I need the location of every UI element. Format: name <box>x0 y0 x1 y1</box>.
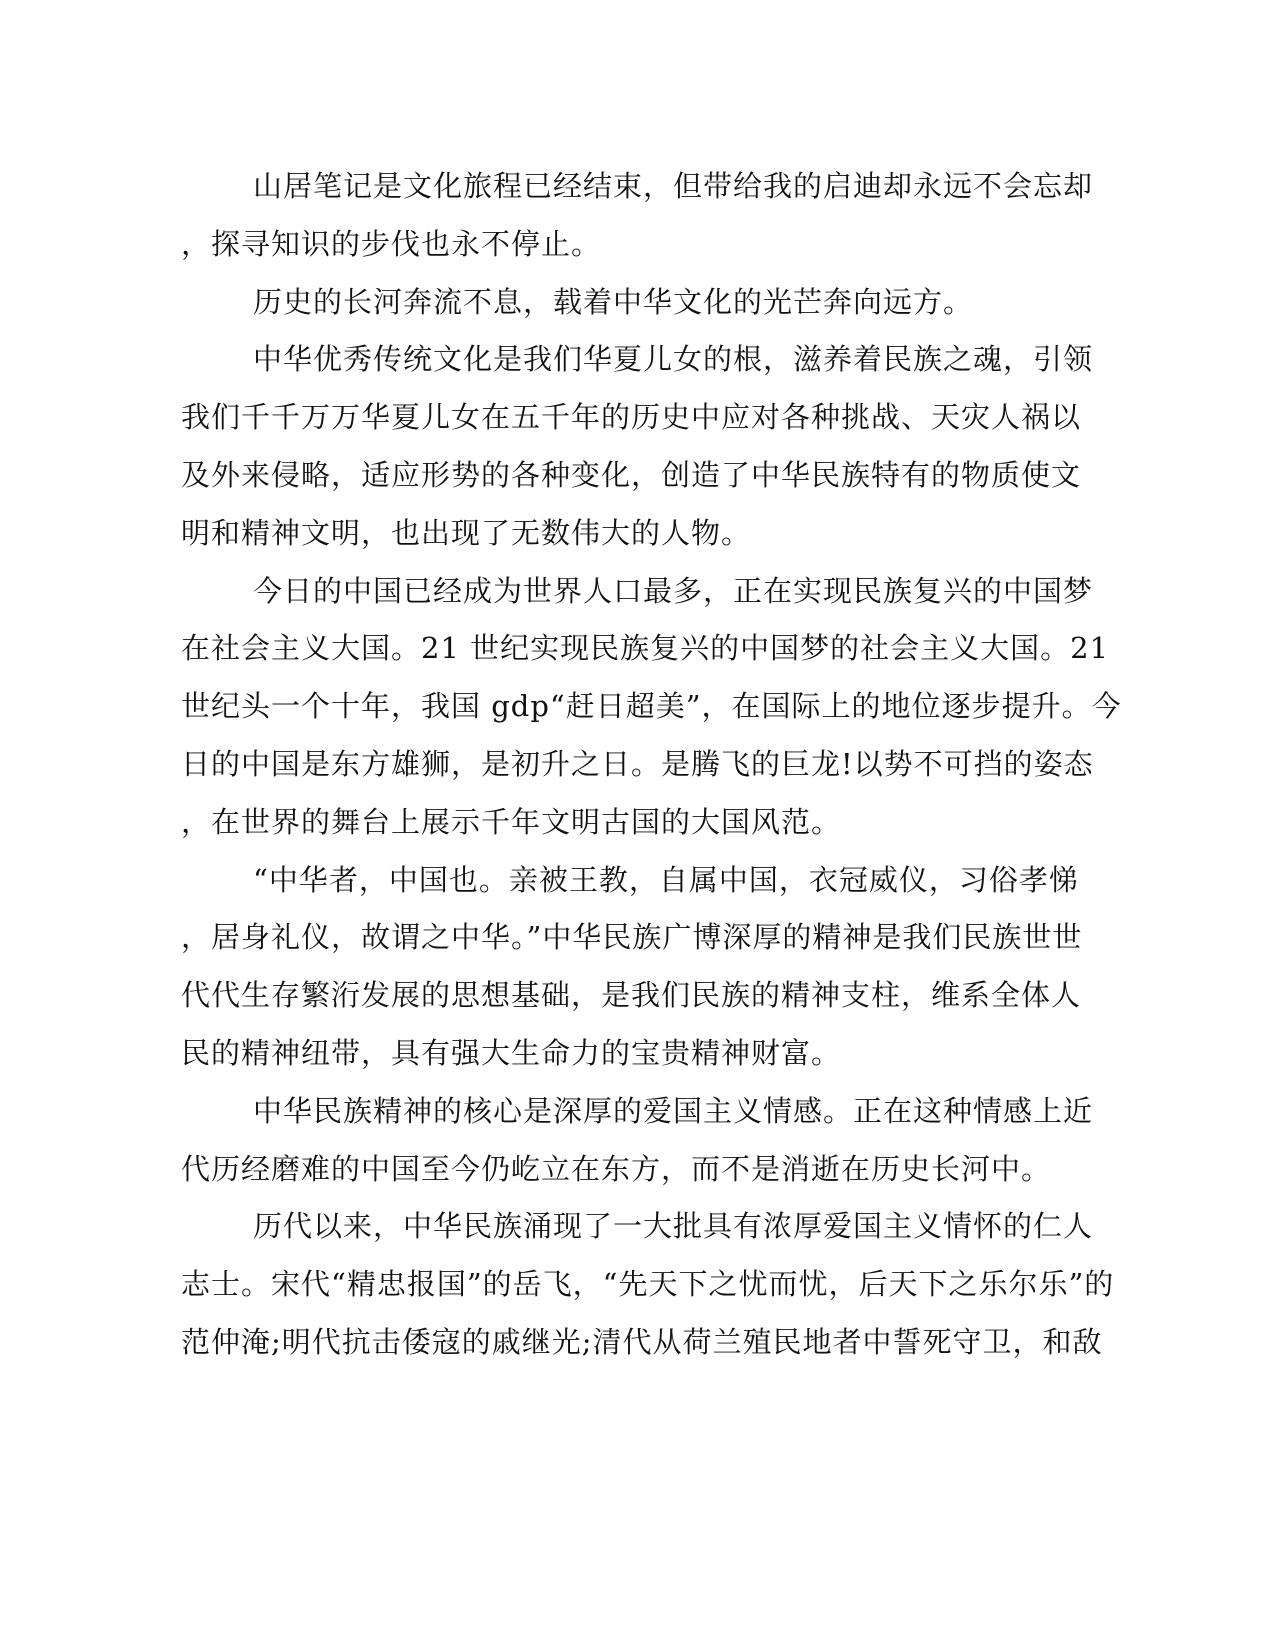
text-line: “中华者，中国也。亲被王教，自属中国，衣冠威仪，习俗孝悌 <box>253 862 1079 897</box>
text-line: 范仲淹;明代抗击倭寇的戚继光;清代从荷兰殖民地者中誓死守卫，和敌 <box>181 1324 1103 1359</box>
text-line: 及外来侵略，适应形势的各种变化，创造了中华民族特有的物质使文 <box>181 457 1082 492</box>
text-line: 中华民族精神的核心是深厚的爱国主义情感。正在这种情感上近 <box>253 1093 1094 1128</box>
text-line: 代代生存繁洐发展的思想基础，是我们民族的精神支柱，维系全体人 <box>181 978 1082 1013</box>
text-line: 中华优秀传统文化是我们华夏儿女的根，滋养着民族之魂，引领 <box>253 342 1094 377</box>
text-line: ，探寻知识的步伐也永不停止。 <box>181 226 602 261</box>
document-body <box>181 158 1122 1372</box>
text-line: 山居笔记是文化旅程已经结束，但带给我的启迪却永远不会忘却 <box>253 169 1094 203</box>
text-line: 志士。宋代“精忠报国”的岳飞，“先天下之忧而忧，后天下之乐尔乐”的 <box>181 1267 1115 1302</box>
text-line: 世纪头一个十年，我国 gdp“赶日超美”，在国际上的地位逐步提升。今 <box>181 689 1122 724</box>
text-line: 在社会主义大国。21 世纪实现民族复兴的中国梦的社会主义大国。21 <box>181 631 1110 666</box>
text-line: 民的精神纽带，具有强大生命力的宝贵精神财富。 <box>181 1035 842 1070</box>
text-line: ，居身礼仪，故谓之中华。”中华民族广博深厚的精神是我们民族世世 <box>181 920 1083 955</box>
text-line: 我们千千万万华夏儿女在五千年的历史中应对各种挑战、天灾人祸以 <box>181 400 1082 435</box>
text-line: ，在世界的舞台上展示千年文明古国的大国风范。 <box>181 804 842 839</box>
text-line: 历代以来，中华民族涌现了一大批具有浓厚爱国主义情怀的仁人 <box>253 1209 1094 1244</box>
text-line: 日的中国是东方雄狮，是初升之日。是腾飞的巨龙!以势不可挡的姿态 <box>181 746 1094 781</box>
text-line: 代历经磨难的中国至今仍屹立在东方，而不是消逝在历史长河中。 <box>181 1151 1052 1186</box>
text-line: 明和精神文明，也出现了无数伟大的人物。 <box>181 515 752 550</box>
text-line: 今日的中国已经成为世界人口最多，正在实现民族复兴的中国梦 <box>253 573 1094 608</box>
text-line: 历史的长河奔流不息，载着中华文化的光芒奔向远方。 <box>253 284 974 319</box>
